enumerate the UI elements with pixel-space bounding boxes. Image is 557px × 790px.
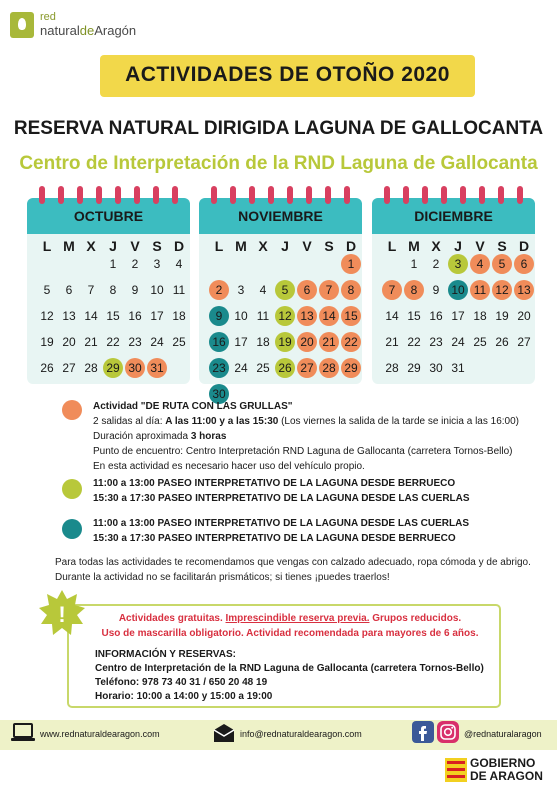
logo-line2: naturaldeAragón: [40, 23, 137, 38]
calendar-day: 7: [319, 280, 339, 300]
weekday-label: V: [302, 238, 312, 254]
calendar-day: 9: [209, 306, 229, 326]
calendar-day: 9: [432, 283, 440, 297]
weekday-label: M: [235, 238, 247, 254]
weekday-label: M: [63, 238, 75, 254]
calendar-day: 5: [492, 254, 512, 274]
calendar-day: 27: [62, 361, 76, 375]
calendar-day: 30: [209, 384, 229, 404]
weekday-label: M: [408, 238, 420, 254]
important-note: Actividades gratuitas. Imprescindible reserva previa. Grupos reducidos. Uso de mascarilla obligatorio. Actividad recomendada para mayores de 6 años.: [101, 613, 479, 639]
red-natural-logo: [10, 10, 150, 40]
calendar-day: 29: [341, 358, 361, 378]
calendar-day: 19: [40, 335, 54, 349]
calendar-ring: [479, 186, 485, 204]
calendar-day: 16: [429, 309, 443, 323]
calendar-day: 22: [106, 335, 120, 349]
calendar-november: [199, 186, 362, 401]
teal-dot-icon: [62, 519, 82, 539]
calendar-day: 10: [150, 283, 164, 297]
calendar-ring: [441, 186, 447, 204]
instagram-icon[interactable]: [437, 721, 459, 743]
calendar-ring: [77, 186, 83, 204]
calendar-ring: [115, 186, 121, 204]
calendar-ring: [230, 186, 236, 204]
calendar-ring: [96, 186, 102, 204]
calendar-day: 12: [275, 306, 295, 326]
calendar-day: 20: [297, 332, 317, 352]
weekday-label: L: [214, 238, 224, 254]
weekday-label: S: [324, 238, 334, 254]
calendar-day: 12: [492, 280, 512, 300]
calendar-ring: [498, 186, 504, 204]
calendar-day: 26: [275, 358, 295, 378]
facebook-icon[interactable]: [412, 721, 434, 743]
calendar-day: 12: [40, 309, 54, 323]
gov-line1: GOBIERNO: [470, 756, 536, 770]
weekday-label: J: [454, 238, 462, 254]
calendar-day: 31: [451, 361, 465, 375]
calendar-day: 1: [410, 257, 418, 271]
calendar-day: 21: [84, 335, 98, 349]
calendar-ring: [287, 186, 293, 204]
gov-line2: DE ARAGON: [470, 769, 543, 783]
calendar-day: 11: [256, 309, 270, 323]
weekday-label: V: [475, 238, 485, 254]
weekday-label: J: [109, 238, 117, 254]
calendar-day: 13: [297, 306, 317, 326]
calendar-ring: [249, 186, 255, 204]
calendar-day: 19: [495, 309, 509, 323]
calendar-day: 18: [256, 335, 270, 349]
calendar-ring: [211, 186, 217, 204]
calendar-day: 11: [470, 280, 490, 300]
calendar-day: 20: [62, 335, 76, 349]
calendar-day: 15: [407, 309, 421, 323]
orange-dot-icon: [62, 400, 82, 420]
calendar-day: 11: [172, 283, 186, 297]
weekday-label: D: [173, 238, 185, 254]
calendar-day: 3: [448, 254, 468, 274]
calendar-day: 17: [451, 309, 465, 323]
calendar-day: 24: [234, 361, 248, 375]
calendar-day: 13: [62, 309, 76, 323]
leaf-logo-icon: [10, 12, 34, 38]
calendar-day: 22: [341, 332, 361, 352]
calendar-day: 28: [84, 361, 98, 375]
calendar-day: 23: [429, 335, 443, 349]
calendar-day: 26: [495, 335, 509, 349]
calendar-day: 21: [319, 332, 339, 352]
calendar-day: 25: [256, 361, 270, 375]
weekday-label: J: [281, 238, 289, 254]
footer-email-link[interactable]: info@rednaturaldearagon.com: [240, 729, 362, 739]
weekday-label: X: [86, 238, 96, 254]
legend-green: 11:00 a 13:00 PASEO INTERPRETATIVO DE LA LAGUNA DESDE BERRUECO 15:30 a 17:30 PASEO INTERPRETATIVO DE LA LAGUNA DESDE LAS CUERLAS: [93, 478, 470, 504]
calendar-day: 22: [407, 335, 421, 349]
svg-text:!: !: [58, 602, 66, 627]
calendar-ring: [422, 186, 428, 204]
calendar-day: 25: [172, 335, 186, 349]
calendar-day: 6: [65, 283, 73, 297]
calendar-day: 4: [259, 283, 267, 297]
calendar-ring: [517, 186, 523, 204]
laptop-icon: [10, 722, 36, 744]
calendar-day: 24: [150, 335, 164, 349]
green-dot-icon: [62, 479, 82, 499]
calendar-day: 5: [275, 280, 295, 300]
month-name: NOVIEMBRE: [238, 208, 323, 224]
calendar-ring: [306, 186, 312, 204]
calendar-day: 8: [109, 283, 117, 297]
calendar-ring: [344, 186, 350, 204]
weekday-label: X: [431, 238, 441, 254]
calendar-day: 8: [404, 280, 424, 300]
calendar-day: 17: [150, 309, 164, 323]
calendar-day: 17: [234, 335, 248, 349]
calendar-ring: [172, 186, 178, 204]
legend-orange: Actividad "DE RUTA CON LAS GRULLAS" 2 salidas al día: A las 11:00 y a las 15:30 (Los viernes la salida de la tarde se inicia a las 16:00) Duración aproximada 3 horas Punto de encuentro: Centro Interpretación RND Laguna de Gallocanta (carretera Tornos-Bello) En esta actividad es necesario hacer uso del vehículo propio.: [93, 401, 520, 472]
calendar-day: 14: [319, 306, 339, 326]
month-name: DICIEMBRE: [414, 208, 493, 224]
calendar-day: 18: [473, 309, 487, 323]
info-reservations: INFORMACIÓN Y RESERVAS: Centro de Interpretación de la RND Laguna de Gallocanta (carretera Tornos-Bello) Teléfono: 978 73 40 31 / 650 20 48 19 Horario: 10:00 a 14:00 y 15:00 a 19:00: [95, 649, 484, 702]
calendar-day: 31: [147, 358, 167, 378]
calendar-day: 14: [84, 309, 98, 323]
calendar-ring: [403, 186, 409, 204]
calendar-day: 6: [297, 280, 317, 300]
calendar-day: 29: [407, 361, 421, 375]
calendar-day: 14: [385, 309, 399, 323]
calendar-ring: [153, 186, 159, 204]
calendar-day: 20: [517, 309, 531, 323]
logo-line1: red: [40, 11, 56, 23]
calendar-day: 2: [432, 257, 440, 271]
page-title: ACTIVIDADES DE OTOÑO 2020: [125, 63, 450, 86]
calendar-day: 15: [106, 309, 120, 323]
calendar-ring: [39, 186, 45, 204]
calendar-day: 29: [103, 358, 123, 378]
calendar-december: [372, 186, 535, 384]
calendar-day: 2: [131, 257, 139, 271]
calendar-day: 7: [382, 280, 402, 300]
exclamation-icon: [38, 589, 86, 637]
calendar-day: 16: [209, 332, 229, 352]
calendar-ring: [384, 186, 390, 204]
calendar-day: 27: [517, 335, 531, 349]
calendar-day: 24: [451, 335, 465, 349]
reserve-title: RESERVA NATURAL DIRIGIDA LAGUNA DE GALLOCANTA: [13, 118, 544, 139]
calendar-ring: [58, 186, 64, 204]
footer-social-handle[interactable]: @rednaturalaragon: [464, 729, 542, 739]
legend-teal: 11:00 a 13:00 PASEO INTERPRETATIVO DE LA LAGUNA DESDE LAS CUERLAS 15:30 a 17:30 PASEO INTERPRETATIVO DE LA LAGUNA DESDE BERRUECO: [93, 518, 469, 544]
calendar-day: 21: [385, 335, 399, 349]
calendar-ring: [268, 186, 274, 204]
calendar-day: 25: [473, 335, 487, 349]
calendar-day: 3: [237, 283, 245, 297]
center-title: Centro de Interpretación de la RND Laguna de Gallocanta: [19, 153, 538, 174]
calendar-day: 8: [341, 280, 361, 300]
calendar-day: 28: [319, 358, 339, 378]
calendar-day: 23: [128, 335, 142, 349]
calendar-day: 5: [43, 283, 51, 297]
weekday-label: D: [518, 238, 530, 254]
month-name: OCTUBRE: [73, 208, 144, 224]
aragon-flag-icon: [445, 758, 467, 782]
calendar-day: 10: [448, 280, 468, 300]
footer-web-link[interactable]: www.rednaturaldearagon.com: [40, 729, 160, 739]
calendar-day: 4: [470, 254, 490, 274]
calendar-day: 27: [297, 358, 317, 378]
calendar-day: 6: [514, 254, 534, 274]
calendar-day: 16: [128, 309, 142, 323]
recommendations: Para todas las actividades te recomendamos que vengas con calzado adecuado, ropa cómoda y de abrigo. Durante la actividad no se facilitarán prismáticos; si tienes ¡puedes traerlos!: [55, 557, 531, 583]
calendar-day: 10: [234, 309, 248, 323]
weekday-label: X: [258, 238, 268, 254]
calendar-day: 23: [209, 358, 229, 378]
weekday-label: S: [152, 238, 162, 254]
calendar-day: 18: [172, 309, 186, 323]
gobierno-aragon-logo: [445, 756, 555, 786]
weekday-label: V: [130, 238, 140, 254]
envelope-icon: [213, 723, 235, 743]
calendar-day: 19: [275, 332, 295, 352]
calendar-day: 13: [514, 280, 534, 300]
calendar-october: [27, 186, 190, 384]
calendar-day: 3: [153, 257, 161, 271]
calendar-day: 7: [87, 283, 95, 297]
weekday-label: L: [42, 238, 52, 254]
calendar-ring: [134, 186, 140, 204]
calendar-day: 15: [341, 306, 361, 326]
calendar-day: 2: [209, 280, 229, 300]
calendar-day: 1: [341, 254, 361, 274]
calendar-day: 4: [175, 257, 183, 271]
calendar-day: 30: [125, 358, 145, 378]
calendar-day: 30: [429, 361, 443, 375]
weekday-label: L: [387, 238, 397, 254]
calendar-day: 28: [385, 361, 399, 375]
weekday-label: D: [345, 238, 357, 254]
calendar-day: 1: [109, 257, 117, 271]
calendar-ring: [325, 186, 331, 204]
calendar-day: 26: [40, 361, 54, 375]
calendar-ring: [460, 186, 466, 204]
weekday-label: S: [497, 238, 507, 254]
calendar-day: 9: [131, 283, 139, 297]
